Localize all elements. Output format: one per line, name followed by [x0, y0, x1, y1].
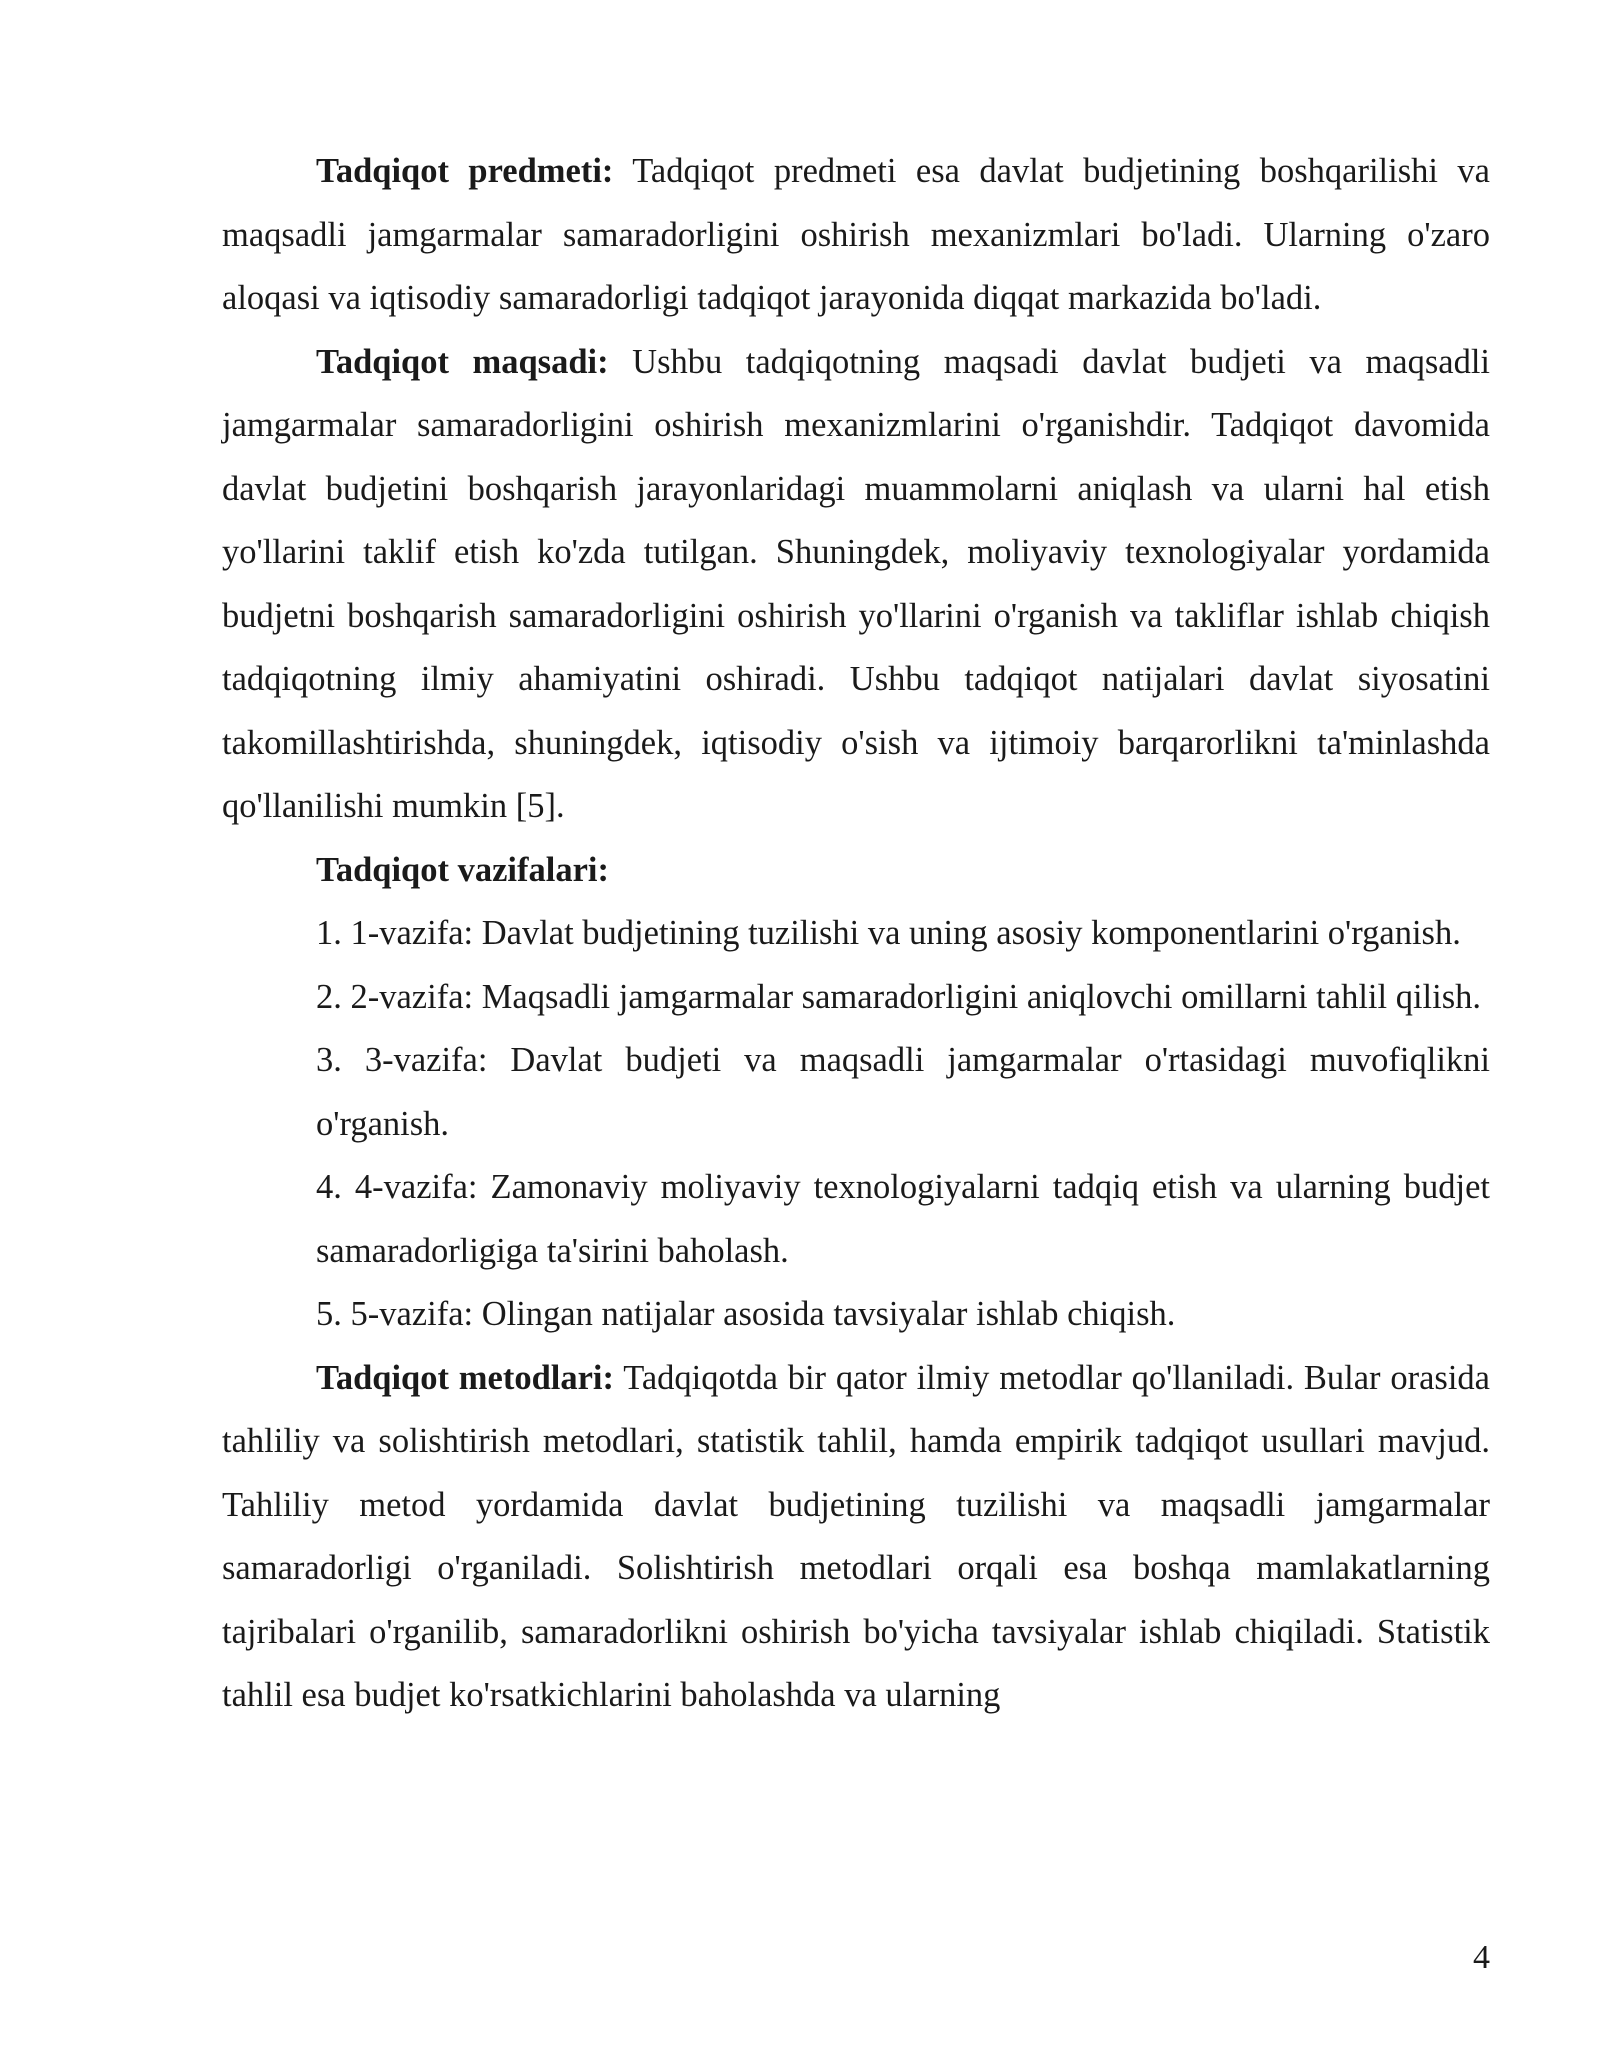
goal-label: Tadqiqot maqsadi:: [316, 342, 609, 381]
task-item-4: 4. 4-vazifa: Zamonaviy moliyaviy texnologiyalarni tadqiq etish va ularning budjet samaradorligiga ta'sirini baholash.: [316, 1168, 1490, 1270]
methods-paragraph: [222, 1347, 1490, 1728]
task-item-1: 1. 1-vazifa: Davlat budjetining tuzilishi va uning asosiy komponentlarini o'rganish.: [316, 914, 1461, 952]
subject-label: Tadqiqot predmeti:: [316, 152, 614, 190]
task-item-3: 3. 3-vazifa: Davlat budjeti va maqsadli jamgarmalar o'rtasidagi muvofiqlikni o'rganish.: [316, 1041, 1490, 1143]
methods-text: Tadqiqotda bir qator ilmiy metodlar qo'llaniladi. Bular orasida tahliliy va solishtirish metodlari, statistik tahlil, hamda empirik tadqiqot usullari mavjud. Tahliliy metod yordamida davlat budjetining tuzilishi va maqsadli jamgarmalar samaradorligi o'rganiladi. Solishtirish metodlari orqali esa boshqa mamlakatlarning tajribalari o'rganilib, samaradorlikni oshirish bo'yicha tavsiyalar ishlab chiqiladi. Statistik tahlil esa budjet ko'rsatkichlarini baholashda va ularning: [222, 1358, 1490, 1714]
goal-paragraph: [222, 331, 1490, 839]
subject-text: Tadqiqot predmeti esa davlat budjetining boshqarilishi va maqsadli jamgarmalar samaradorligini oshirish mexanizmlari bo'ladi. Ularning o'zaro aloqasi va iqtisodiy samaradorligi tadqiqot jarayonida diqqat markazida bo'ladi.: [222, 152, 1490, 317]
tasks-label: Tadqiqot vazifalari:: [316, 850, 609, 889]
task-item-5: 5. 5-vazifa: Olingan natijalar asosida tavsiyalar ishlab chiqish.: [316, 1295, 1176, 1333]
document-page: [222, 140, 1490, 1728]
task-item-2: 2. 2-vazifa: Maqsadli jamgarmalar samaradorligini aniqlovchi omillarni tahlil qilish.: [316, 977, 1482, 1016]
page-number: 4: [1473, 1939, 1490, 1976]
tasks-heading: [222, 839, 1490, 903]
goal-text: Ushbu tadqiqotning maqsadi davlat budjeti va maqsadli jamgarmalar samaradorligini oshirish mexanizmlarini o'rganishdir. Tadqiqot davomida davlat budjetini boshqarish jarayonlaridagi muammolarni aniqlash va ularni hal etish yo'llarini taklif etish ko'zda tutilgan. Shuningdek, moliyaviy texnologiyalar yordamida budjetni boshqarish samaradorligini oshirish yo'llarini o'rganish va takliflar ishlab chiqish tadqiqotning ilmiy ahamiyatini oshiradi. Ushbu tadqiqot natijalari davlat siyosatini takomillashtirishda, shuningdek, iqtisodiy o'sish va ijtimoiy barqarorlikni ta'minlashda qo'llanilishi mumkin [5].: [222, 342, 1491, 825]
subject-paragraph: [222, 140, 1490, 331]
methods-label: Tadqiqot metodlari:: [316, 1358, 614, 1397]
